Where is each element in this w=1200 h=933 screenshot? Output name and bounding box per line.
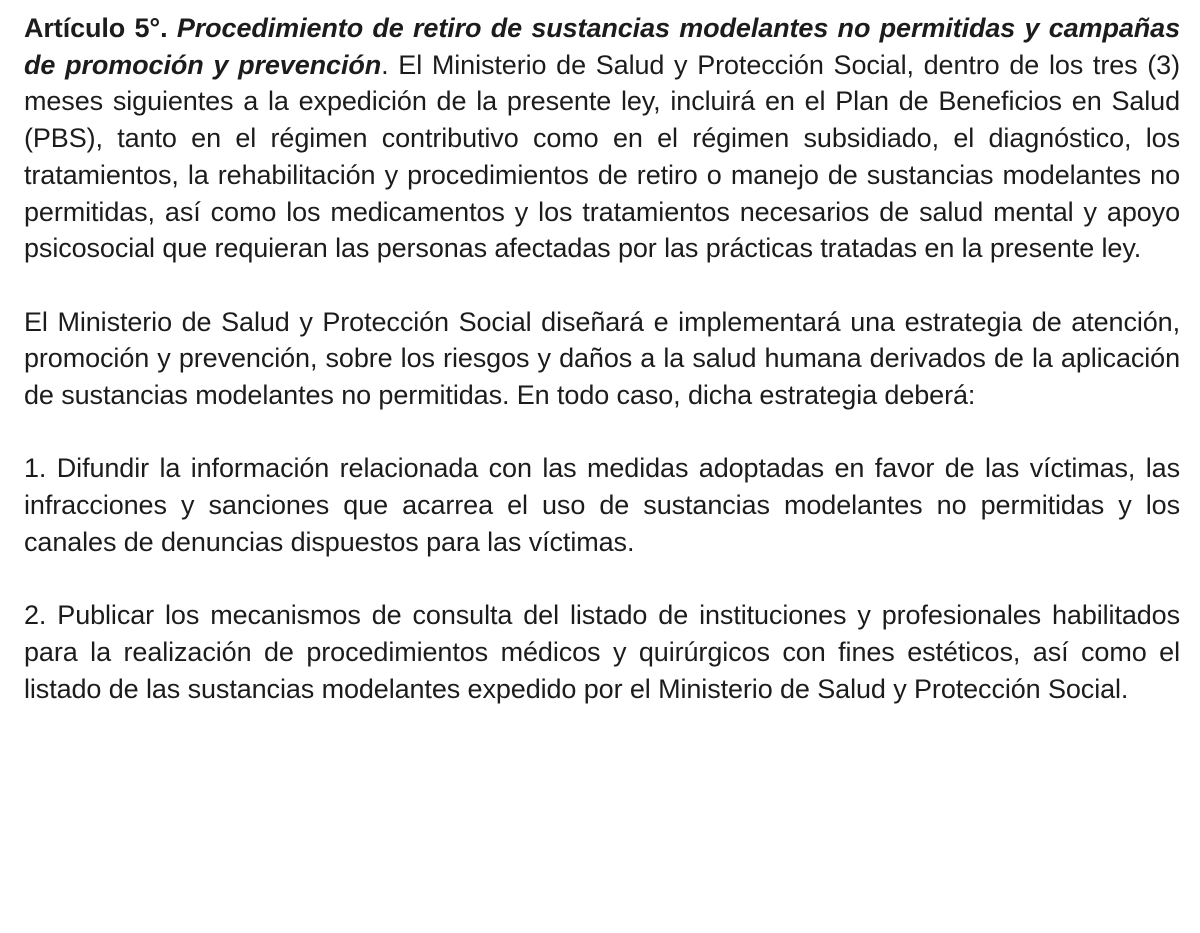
strategy-paragraph: El Ministerio de Salud y Protección Social diseñará e implementará una estrategia de atención, promoción y prevención, sobre los riesgos y daños a la salud humana derivados de la aplicación de sustancias modelantes no permitidas. En todo caso, dicha estrategia deberá: xyxy=(24,306,1180,411)
article-body: El Ministerio de Salud y Protección Social, dentro de los tres (3) meses siguientes a la expedición de la presente ley, incluirá en el Plan de Beneficios en Salud (PBS), tanto en el régimen contributivo como en el régimen subsidiado, el diagnóstico, los tratamientos, la rehabilitación y procedimientos de retiro o manejo de sustancias modelantes no permitidas, así como los medicamentos y los tratamientos necesarios de salud mental y apoyo psicosocial que requieran las personas afectadas por las prácticas tratadas en la presente ley. xyxy=(24,49,1180,264)
list-item-2: 2. Publicar los mecanismos de consulta del listado de instituciones y profesionales habilitados para la realización de procedimientos médicos y quirúrgicos con fines estéticos, así como el listado de las sustancias modelantes expedido por el Ministerio de Salud y Protección Social. xyxy=(24,600,1180,704)
article-label: Artículo 5°. xyxy=(24,13,168,43)
article-title-end: . xyxy=(381,49,389,80)
article-title: Procedimiento de retiro de sustancias modelantes no permitidas y campañas de promoción y prevención xyxy=(24,13,1180,80)
article-paragraph xyxy=(24,10,1180,267)
list-item-1: 1. Difundir la información relacionada con las medidas adoptadas en favor de las víctimas, las infracciones y sanciones que acarrea el uso de sustancias modelantes no permitidas y los canales de denuncias dispuestos para las víctimas. xyxy=(24,453,1180,557)
